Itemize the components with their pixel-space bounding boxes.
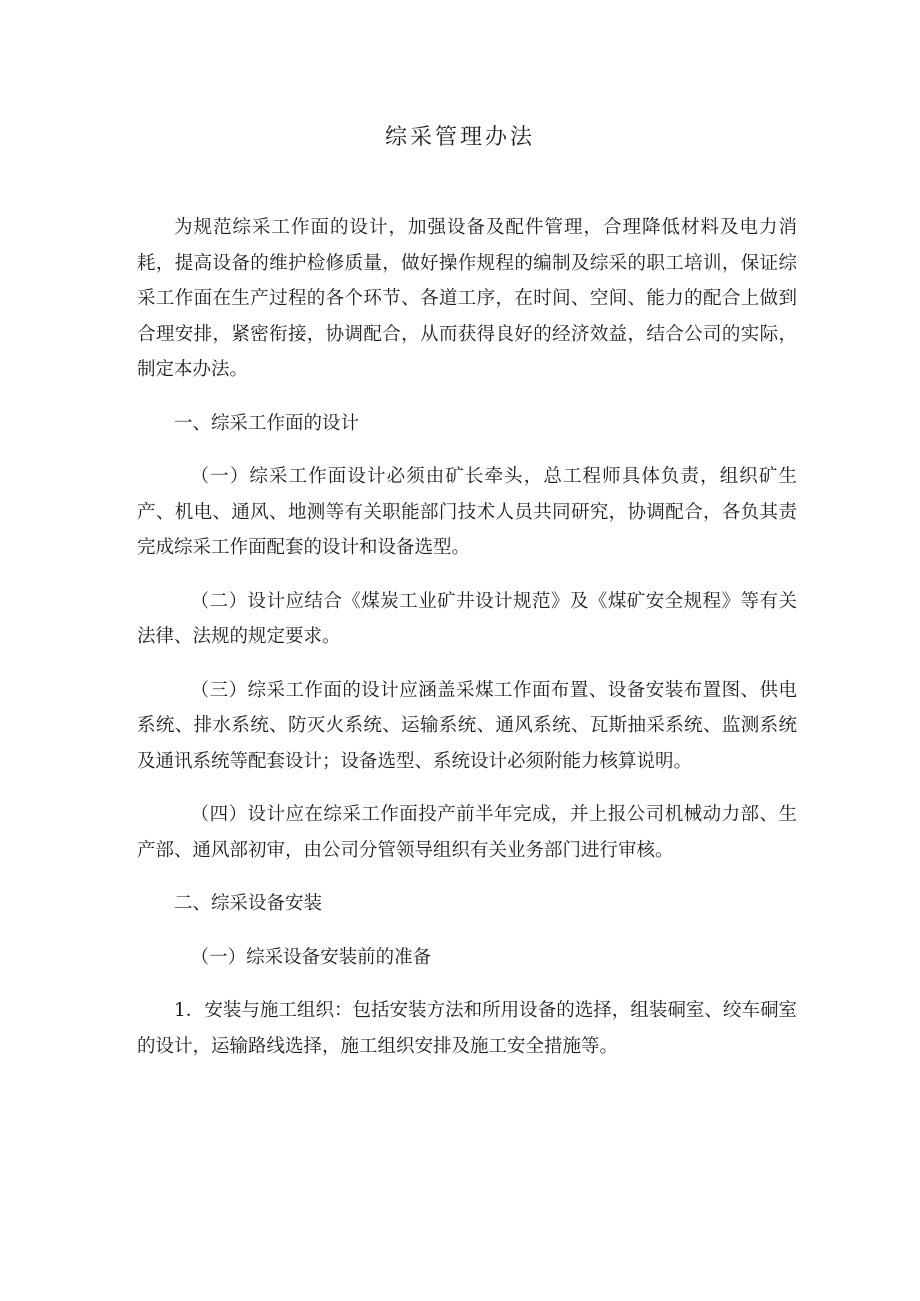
design-clause-1: （一）综采工作面设计必须由矿长牵头，总工程师具体负责，组织矿生产、机电、通风、地测等有关职能部门技术人员共同研究，协调配合，各负其责完成综采工作面配套的设计和设备选型。 (137, 466, 797, 558)
design-clause-2: （二）设计应结合《煤炭工业矿井设计规范》及《煤矿安全规程》等有关法律、法规的规定要求。 (137, 590, 797, 647)
section-heading-installation: 二、综采设备安装 (174, 893, 323, 914)
installation-item-1: 1．安装与施工组织：包括安装方法和所用设备的选择，组装硐室、绞车硐室的设计，运输路线选择，施工组织安排及施工安全措施等。 (137, 1000, 797, 1057)
design-clause-3: （三）综采工作面的设计应涵盖采煤工作面布置、设备安装布置图、供电系统、排水系统、防灭火系统、运输系统、通风系统、瓦斯抽采系统、监测系统及通讯系统等配套设计；设备选型、系统设计必须附能力核算说明。 (137, 679, 797, 772)
intro-paragraph: 为规范综采工作面的设计，加强设备及配件管理，合理降低材料及电力消耗，提高设备的维护检修质量，做好操作规程的编制及综采的职工培训，保证综采工作面在生产过程的各个环节、各道工序，在时间、空间、能力的配合上做到合理安排，紧密衔接，协调配合，从而获得良好的经济效益，结合公司的实际，制定本办法。 (137, 217, 797, 380)
installation-subheading-1: （一）综采设备安装前的准备 (190, 946, 432, 968)
design-clause-4: （四）设计应在综采工作面投产前半年完成，并上报公司机械动力部、生产部、通风部初审，由公司分管领导组织有关业务部门进行审核。 (137, 804, 797, 861)
document-body (137, 210, 797, 1082)
page-title: 综采管理办法 (384, 125, 535, 150)
section-heading-design: 一、综采工作面的设计 (174, 412, 360, 434)
